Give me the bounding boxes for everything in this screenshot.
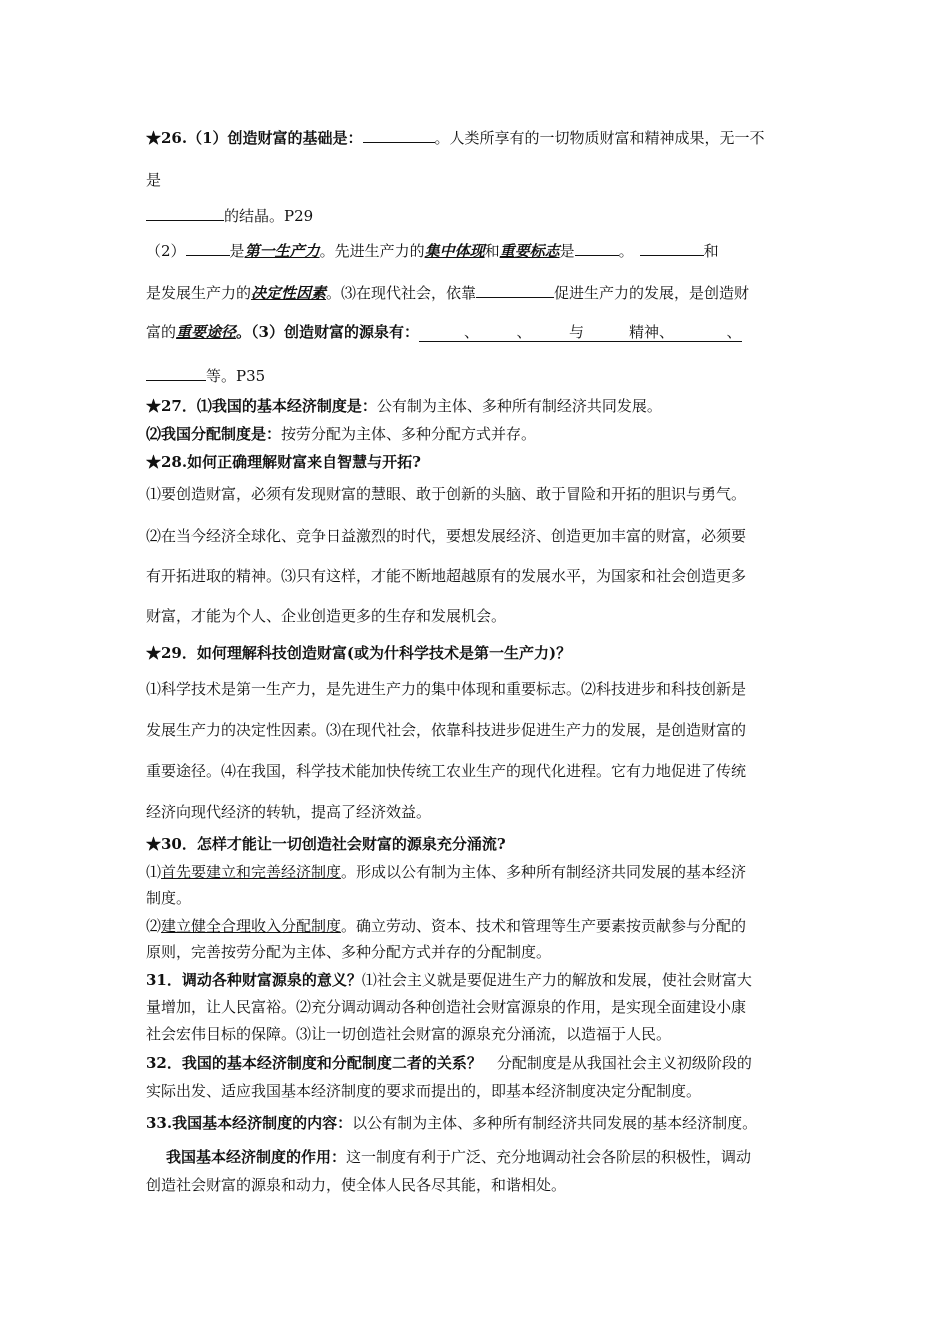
q26-line5: 是发展生产力的决定性因素。⑶在现代社会，依靠 促进生产力的发展，是创造财 [146,284,750,302]
fill-blank[interactable] [146,366,206,381]
q31-line2: 量增加，让人民富裕。⑵充分调动调动各种创造社会财富源泉的作用，是实现全面建设小康 [146,998,747,1016]
q29-title: ★29．如何理解科技创造财富(或为什科学技术是第一生产力)？ [146,644,572,662]
q28-title: ★28.如何正确理解财富来自智慧与开拓? [146,453,421,471]
fill-blank[interactable] [640,241,704,256]
q26-line1: ★26.（1）创造财富的基础是： 。人类所享有的一切物质财富和精神成果，无一不 [146,129,765,147]
fill-blank[interactable] [363,128,435,143]
q30-line3: ⑵建立健全合理收入分配制度。确立劳动、资本、技术和管理等生产要素按贡献参与分配的 [146,917,747,935]
q32-line2: 实际出发、适应我国基本经济制度的要求而提出的，即基本经济制度决定分配制度。 [146,1082,702,1100]
q29-line4: 经济向现代经济的转轨，提高了经济效益。 [146,803,432,821]
q32-line1: 32．我国的基本经济制度和分配制度二者的关系？ 分配制度是从我国社会主义初级阶段的 [146,1054,752,1072]
q29-line1: ⑴科学技术是第一生产力，是先进生产力的集中体现和重要标志。⑵科技进步和科技创新是 [146,680,747,698]
q26-line2: 是 [146,171,162,189]
fill-blank[interactable] [575,241,619,256]
q27-line1: ★27．⑴我国的基本经济制度是：公有制为主体、多种所有制经济共同发展。 [146,397,662,415]
q30-line2: 制度。 [146,889,192,907]
fill-blank[interactable] [146,206,224,221]
q28-line4: 财富，才能为个人、企业创造更多的生存和发展机会。 [146,607,507,625]
q33-line3: 创造社会财富的源泉和动力，使全体人民各尽其能，和谐相处。 [146,1176,567,1194]
q26-number: ★26.（1）创造财富的基础是： [146,129,363,147]
key-term: 第一生产力 [244,242,320,260]
q31-line1: 31．调动各种财富源泉的意义？⑴社会主义就是要促进生产力的解放和发展，使社会财富大 [146,971,752,989]
q28-line2: ⑵在当今经济全球化、竞争日益激烈的时代，要想发展经济、创造更加丰富的财富，必须要 [146,527,747,545]
q30-title: ★30．怎样才能让一切创造社会财富的源泉充分涌流? [146,835,506,853]
key-term: 决定性因素 [251,284,327,302]
q26-line4: （2） 是第一生产力。先进生产力的集中体现和重要标志是 。 和 [146,242,719,260]
q33-line1: 33.我国基本经济制度的内容：以公有制为主体、多种所有制经济共同发展的基本经济制度。 [146,1114,758,1132]
key-term: 集中体现 [424,242,485,260]
q26-line3: 的结晶。P29 [146,206,313,226]
q30-line4: 原则，完善按劳分配为主体、多种分配方式并存的分配制度。 [146,943,552,961]
q33-line2: 我国基本经济制度的作用：这一制度有利于广泛、充分地调动社会各阶层的积极性，调动 [166,1148,752,1166]
q28-line1: ⑴要创造财富，必须有发现财富的慧眼、敢于创新的头脑、敢于冒险和开拓的胆识与勇气。 [146,485,747,503]
q28-line3: 有开拓进取的精神。⑶只有这样，才能不断地超越原有的发展水平，为国家和社会创造更多 [146,567,747,585]
key-term: 重要标志 [499,242,560,260]
q27-line2: ⑵我国分配制度是：按劳分配为主体、多种分配方式并存。 [146,425,537,443]
q31-line3: 社会宏伟目标的保障。⑶让一切创造社会财富的源泉充分涌流，以造福于人民。 [146,1025,672,1043]
q29-line2: 发展生产力的决定性因素。⑶在现代社会，依靠科技进步促进生产力的发展，是创造财富的 [146,721,747,739]
fill-blank[interactable] [186,241,230,256]
q29-line3: 重要途径。⑷在我国，科学技术能加快传统工农业生产的现代化进程。它有力地促进了传统 [146,762,747,780]
key-term: 重要途径 [176,323,237,341]
q26-line7: 等。P35 [146,366,265,386]
fill-blank[interactable] [476,283,554,298]
fill-blank-sources[interactable]: 、 、 与 精神、 、 [418,323,742,341]
q30-line1: ⑴首先要建立和完善经济制度。形成以公有制为主体、多种所有制经济共同发展的基本经济 [146,863,747,881]
q26-line6: 富的重要途径。（3）创造财富的源泉有： 、 、 与 精神、 、 [146,323,742,341]
